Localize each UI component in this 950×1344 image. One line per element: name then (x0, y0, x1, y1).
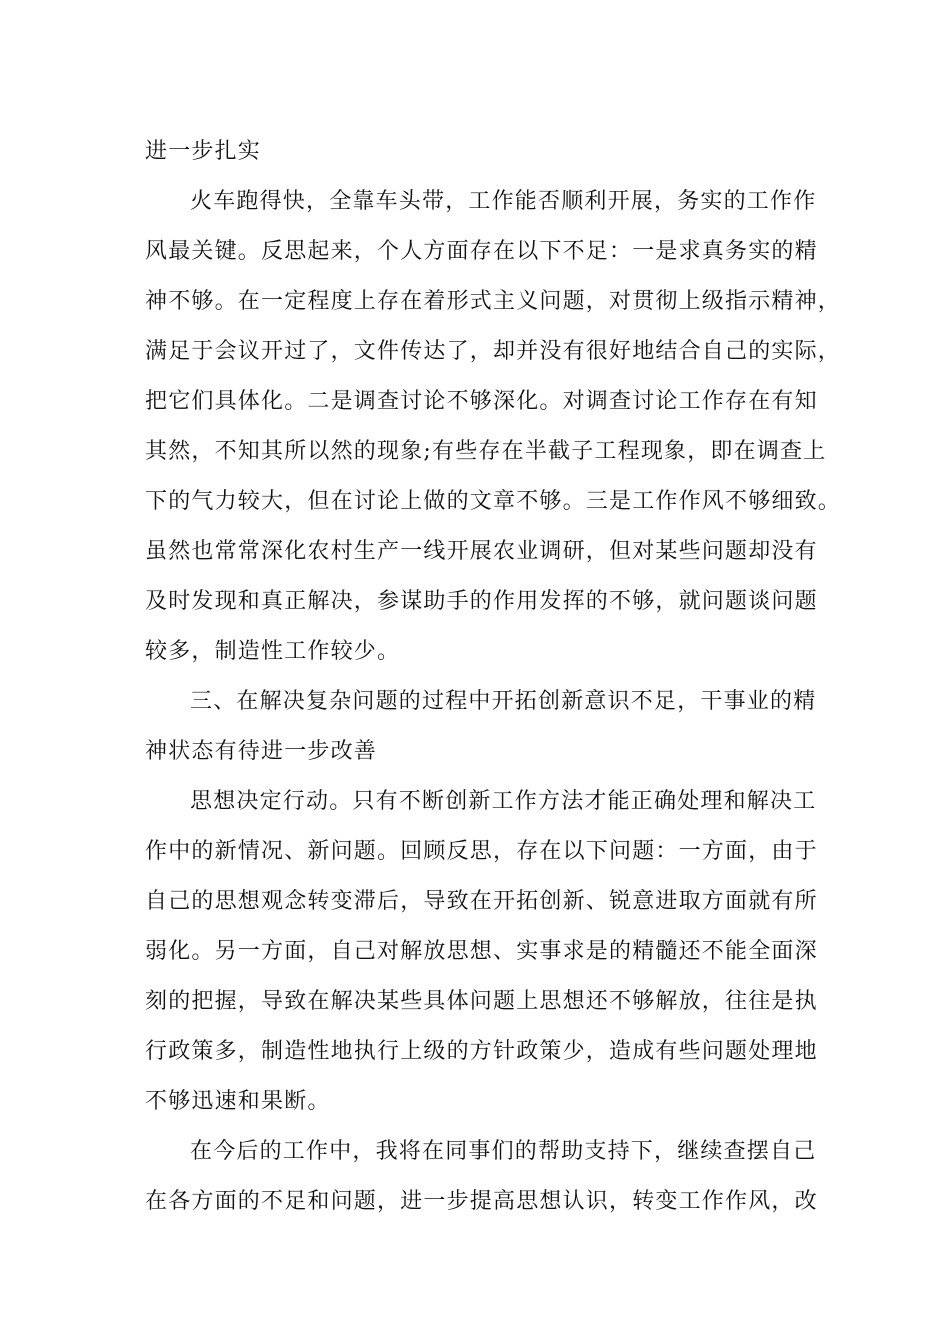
paragraph-start: 火车跑得快，全靠车头带，工作能否顺利开展，务实的工作作 (190, 189, 817, 214)
text-line: 把它们具体化。二是调查讨论不够深化。对调查讨论工作存在有知 (145, 389, 818, 414)
section-heading-continued: 神状态有待进一步改善 (145, 739, 378, 764)
text-line: 在各方面的不足和问题，进一步提高思想认识，转变工作作风，改 (145, 1189, 818, 1214)
text-line: 行政策多，制造性地执行上级的方针政策少，造成有些问题处理地 (145, 1039, 818, 1064)
text-line: 下的气力较大，但在讨论上做的文章不够。三是工作作风不够细致。 (145, 489, 842, 514)
text-line: 较多，制造性工作较少。 (145, 639, 401, 664)
text-line: 满足于会议开过了，文件传达了，却并没有很好地结合自己的实际， (145, 339, 842, 364)
text-line: 神不够。在一定程度上存在着形式主义问题，对贯彻上级指示精神， (145, 289, 842, 314)
text-line: 其然，不知其所以然的现象;有些存在半截子工程现象，即在调查上 (145, 439, 827, 464)
text-line: 自己的思想观念转变滞后，导致在开拓创新、锐意进取方面就有所 (145, 889, 818, 914)
text-line: 进一步扎实 (145, 139, 262, 164)
text-line: 作中的新情况、新问题。回顾反思，存在以下问题：一方面，由于 (145, 839, 818, 864)
text-line: 虽然也常常深化农村生产一线开展农业调研，但对某些问题却没有 (145, 539, 818, 564)
paragraph-start: 思想决定行动。只有不断创新工作方法才能正确处理和解决工 (190, 789, 817, 814)
text-line: 不够迅速和果断。 (145, 1089, 331, 1114)
section-heading: 三、在解决复杂问题的过程中开拓创新意识不足，干事业的精 (190, 689, 817, 714)
text-line: 风最关键。反思起来，个人方面存在以下不足：一是求真务实的精 (145, 239, 818, 264)
paragraph-start: 在今后的工作中，我将在同事们的帮助支持下，继续查摆自己 (190, 1139, 817, 1164)
text-line: 弱化。另一方面，自己对解放思想、实事求是的精髓还不能全面深 (145, 939, 818, 964)
text-line: 及时发现和真正解决，参谋助手的作用发挥的不够，就问题谈问题 (145, 589, 818, 614)
text-line: 刻的把握，导致在解决某些具体问题上思想还不够解放，往往是执 (145, 989, 818, 1014)
